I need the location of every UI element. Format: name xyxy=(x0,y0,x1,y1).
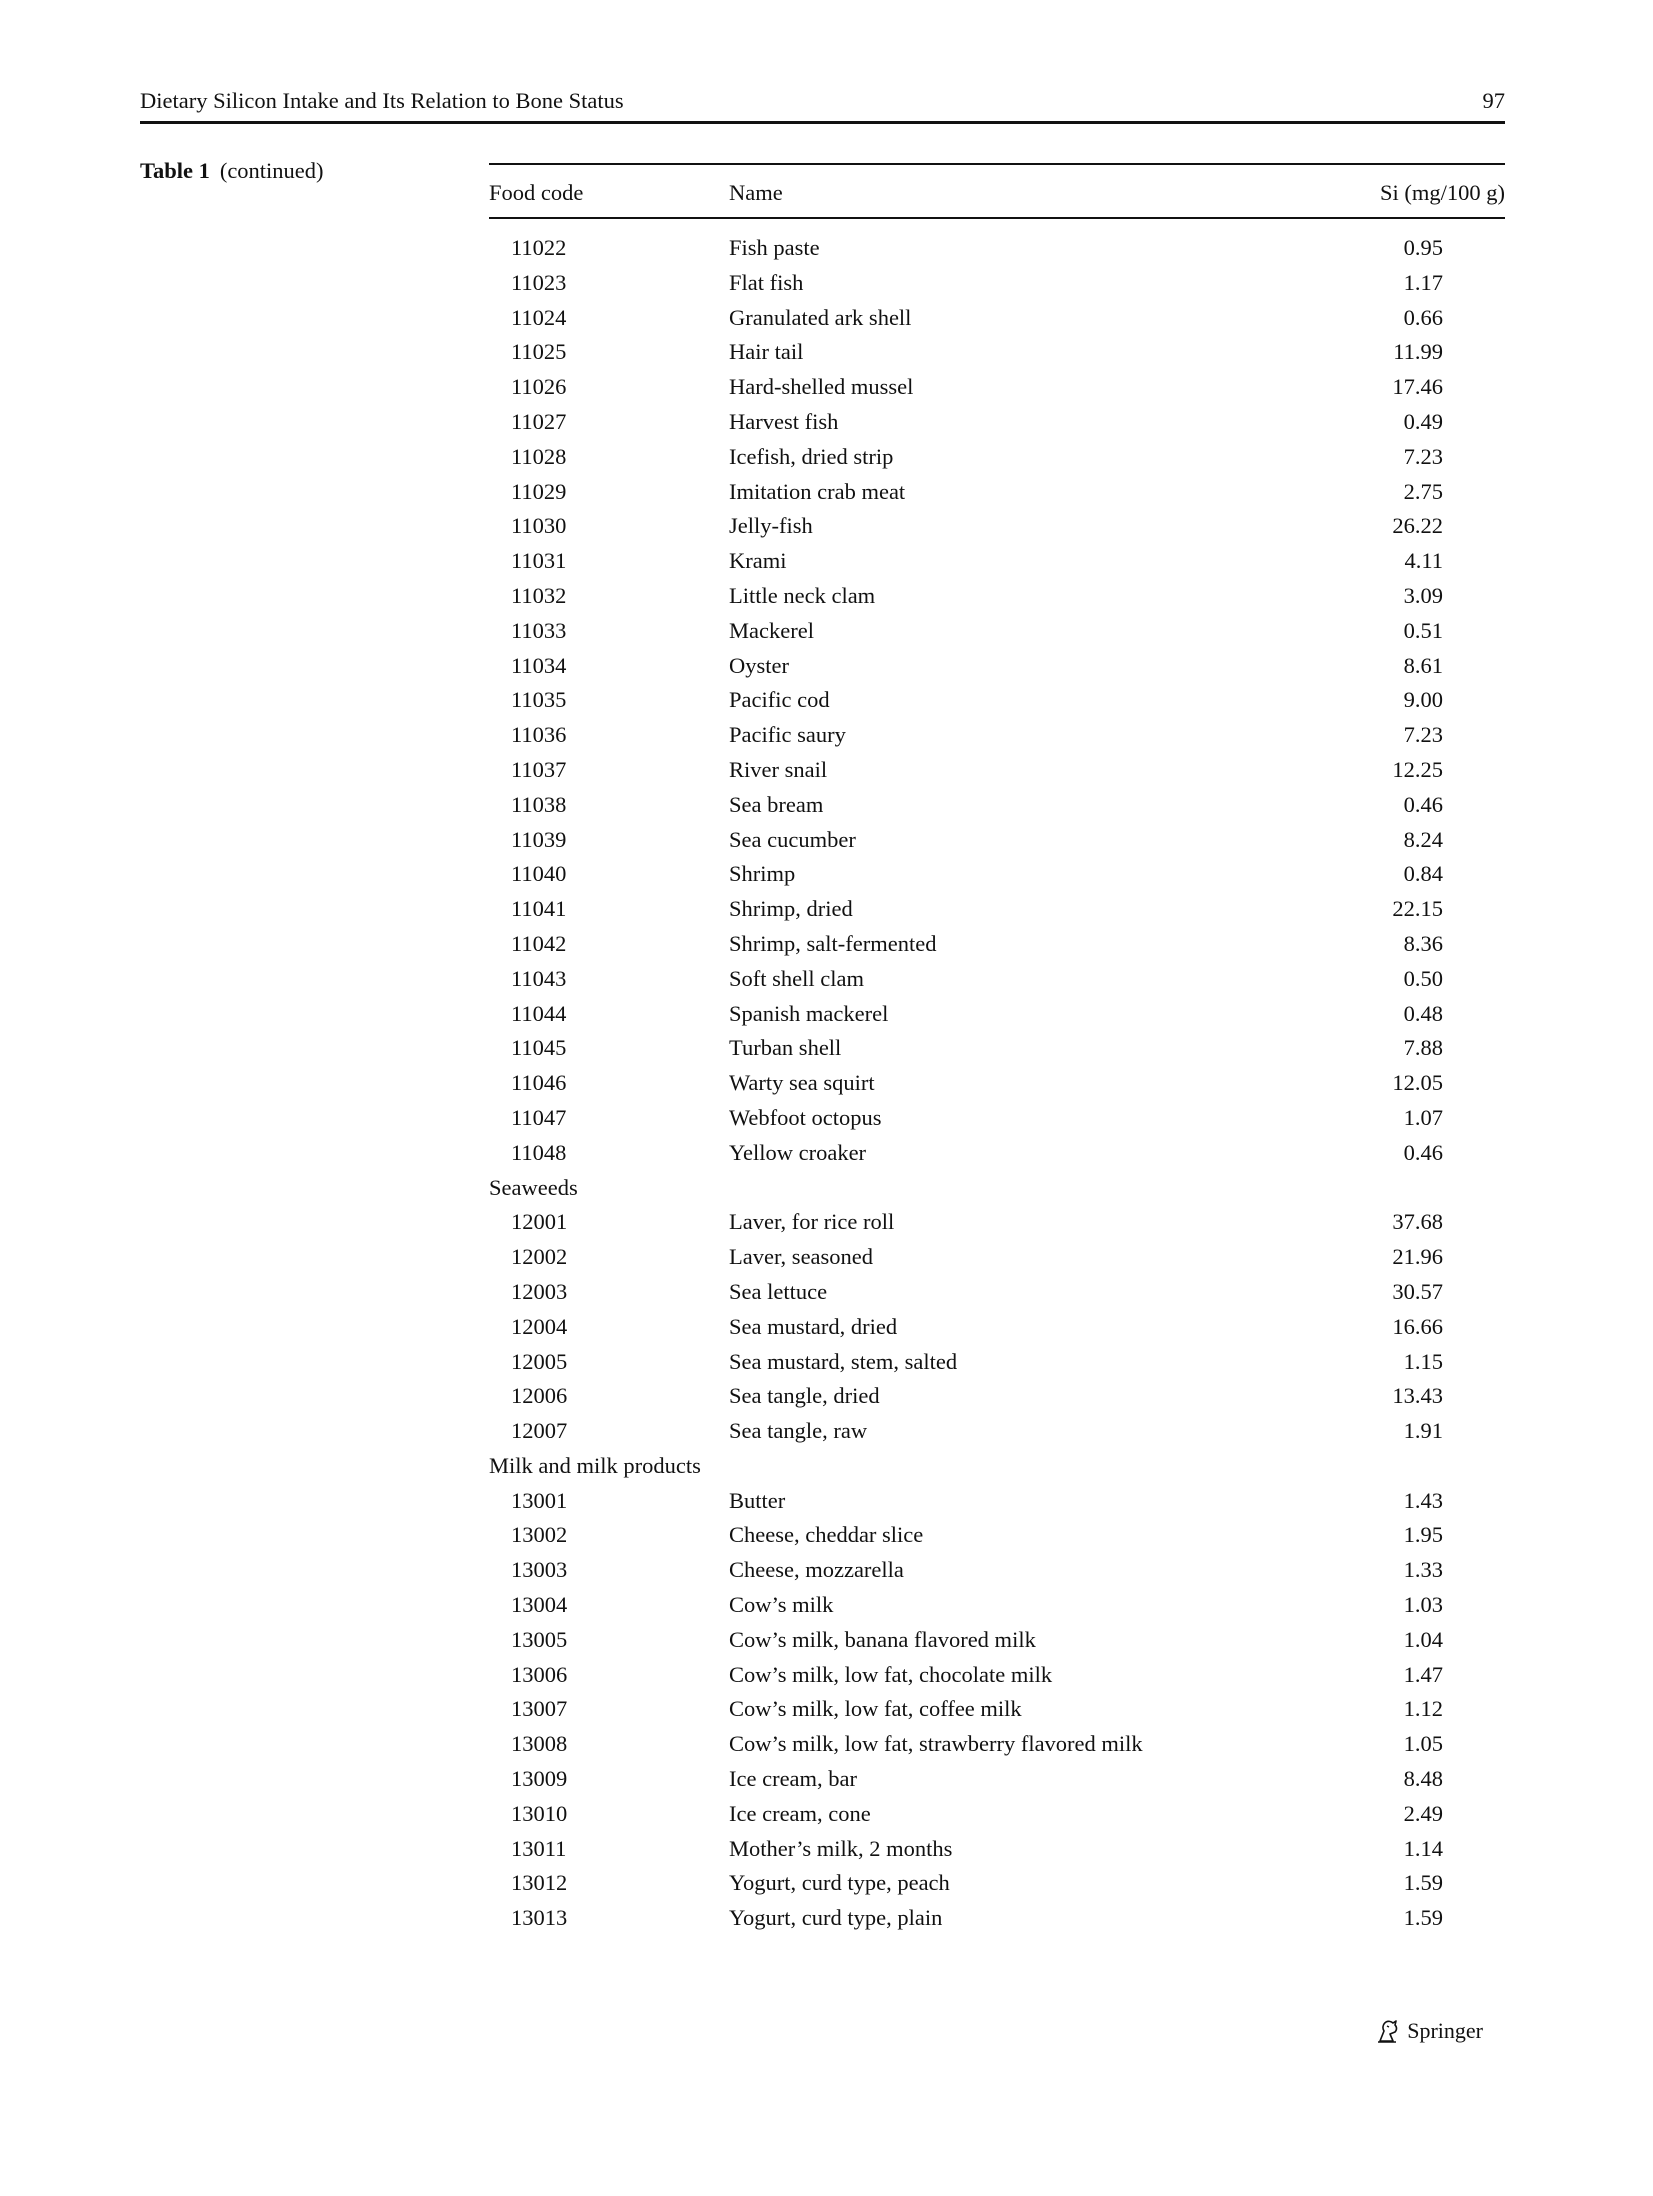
food-code-cell: 11025 xyxy=(511,339,567,365)
food-code-cell: 13006 xyxy=(511,1661,568,1687)
table-row xyxy=(489,1275,1505,1310)
food-code-cell: 11022 xyxy=(511,235,567,260)
table-row xyxy=(489,683,1505,718)
si-value-cell: 8.36 xyxy=(1403,930,1443,956)
food-code-cell: 11044 xyxy=(511,1000,567,1026)
si-value-cell: 17.46 xyxy=(1392,374,1443,400)
table-group-row xyxy=(489,1171,1505,1206)
table-caption xyxy=(140,156,324,186)
food-code-cell: 13008 xyxy=(511,1731,568,1757)
table-row xyxy=(489,335,1505,370)
publisher-name: Springer xyxy=(1407,2018,1483,2043)
food-name-cell: Laver, seasoned xyxy=(729,1244,874,1270)
food-code-cell: 11032 xyxy=(511,582,567,608)
food-name-cell: Ice cream, cone xyxy=(729,1800,871,1826)
food-code-cell: 11043 xyxy=(511,965,567,991)
si-value-cell: 9.00 xyxy=(1403,687,1443,713)
food-code-cell: 11033 xyxy=(511,617,567,643)
publisher-logo xyxy=(1375,2018,1483,2044)
table-row xyxy=(489,649,1505,684)
food-code-cell: 11029 xyxy=(511,478,567,504)
table-row xyxy=(489,1310,1505,1345)
food-name-cell: Hard-shelled mussel xyxy=(729,374,914,400)
food-name-cell: Jelly-fish xyxy=(729,513,813,539)
si-value-cell: 1.12 xyxy=(1403,1696,1443,1722)
food-name-cell: Flat fish xyxy=(729,269,804,295)
food-code-cell: 13012 xyxy=(511,1870,568,1896)
table-row xyxy=(489,823,1505,858)
table-row xyxy=(489,1727,1505,1762)
food-name-cell: Ice cream, bar xyxy=(729,1766,858,1792)
food-name-cell: Webfoot octopus xyxy=(729,1104,882,1130)
si-value-cell: 8.24 xyxy=(1403,826,1443,852)
si-value-cell: 1.59 xyxy=(1403,1870,1443,1896)
si-value-cell: 0.46 xyxy=(1403,791,1443,817)
table-row xyxy=(489,1066,1505,1101)
food-code-cell: 13001 xyxy=(511,1487,568,1513)
table-row xyxy=(489,718,1505,753)
food-name-cell: Cow’s milk, low fat, strawberry flavored milk xyxy=(729,1731,1143,1757)
si-value-cell: 21.96 xyxy=(1392,1244,1443,1270)
si-value-cell: 8.48 xyxy=(1403,1766,1443,1792)
food-name-cell: Cheese, cheddar slice xyxy=(729,1522,924,1548)
table-row xyxy=(489,927,1505,962)
table-row xyxy=(489,1379,1505,1414)
springer-horse-icon xyxy=(1375,2018,1401,2044)
table-row xyxy=(489,509,1505,544)
food-code-cell: 12004 xyxy=(511,1313,568,1339)
food-code-cell: 11030 xyxy=(511,513,567,539)
si-value-cell: 1.14 xyxy=(1403,1835,1443,1861)
food-code-cell: 12003 xyxy=(511,1278,568,1304)
food-code-cell: 11047 xyxy=(511,1104,567,1130)
table-group-row xyxy=(489,1449,1505,1484)
table-row xyxy=(489,1623,1505,1658)
food-code-cell: 12001 xyxy=(511,1209,568,1235)
running-title: Dietary Silicon Intake and Its Relation to Bone Status xyxy=(140,88,624,113)
table-row xyxy=(489,1136,1505,1171)
si-value-cell: 1.04 xyxy=(1403,1626,1443,1652)
si-value-cell: 26.22 xyxy=(1392,513,1443,539)
food-name-cell: River snail xyxy=(729,756,828,782)
table-continuation: (continued) xyxy=(219,158,324,183)
food-name-cell: Sea tangle, dried xyxy=(729,1383,880,1409)
si-value-cell: 0.46 xyxy=(1403,1139,1443,1165)
si-value-cell: 0.84 xyxy=(1403,861,1443,887)
si-value-cell: 0.49 xyxy=(1403,408,1443,434)
food-name-cell: Yellow croaker xyxy=(729,1139,867,1165)
header-rule xyxy=(140,121,1505,124)
food-name-cell: Oyster xyxy=(729,652,789,678)
si-value-cell: 8.61 xyxy=(1403,652,1443,678)
food-name-cell: Turban shell xyxy=(729,1035,842,1061)
food-name-cell: Shrimp, salt-fermented xyxy=(729,930,937,956)
table-row xyxy=(489,1901,1505,1936)
table-row xyxy=(489,1797,1505,1832)
table-row xyxy=(489,1484,1505,1519)
table-row xyxy=(489,475,1505,510)
group-label: Milk and milk products xyxy=(489,1452,701,1478)
food-code-cell: 11034 xyxy=(511,652,567,678)
si-value-cell: 1.59 xyxy=(1403,1905,1443,1931)
table-label: Table 1 xyxy=(140,158,210,183)
table-row xyxy=(489,892,1505,927)
food-code-cell: 11045 xyxy=(511,1035,567,1061)
food-name-cell: Mother’s milk, 2 months xyxy=(729,1835,953,1861)
si-value-cell: 1.17 xyxy=(1403,269,1443,295)
si-value-cell: 1.95 xyxy=(1403,1522,1443,1548)
food-name-cell: Krami xyxy=(729,548,787,574)
food-code-cell: 13004 xyxy=(511,1592,568,1618)
si-value-cell: 1.15 xyxy=(1403,1348,1443,1374)
table-row xyxy=(489,1692,1505,1727)
si-value-cell: 0.95 xyxy=(1403,235,1443,260)
table-header-row xyxy=(489,165,1505,217)
si-value-cell: 1.91 xyxy=(1403,1418,1443,1444)
food-name-cell: Little neck clam xyxy=(729,582,876,608)
si-value-cell: 1.47 xyxy=(1403,1661,1443,1687)
food-name-cell: Laver, for rice roll xyxy=(729,1209,895,1235)
food-code-cell: 11048 xyxy=(511,1139,567,1165)
food-name-cell: Imitation crab meat xyxy=(729,478,906,504)
food-code-cell: 13010 xyxy=(511,1800,568,1826)
food-code-cell: 11038 xyxy=(511,791,567,817)
food-code-cell: 12005 xyxy=(511,1348,568,1374)
food-name-cell: Sea bream xyxy=(729,791,824,817)
food-code-cell: 13013 xyxy=(511,1905,568,1931)
si-value-cell: 30.57 xyxy=(1392,1278,1443,1304)
food-name-cell: Soft shell clam xyxy=(729,965,864,991)
food-name-cell: Yogurt, curd type, plain xyxy=(729,1905,943,1931)
column-header-si: Si (mg/100 g) xyxy=(1379,180,1505,205)
table-row xyxy=(489,440,1505,475)
food-name-cell: Warty sea squirt xyxy=(729,1070,875,1096)
si-value-cell: 4.11 xyxy=(1404,548,1443,574)
table-row xyxy=(489,1345,1505,1380)
food-code-cell: 11035 xyxy=(511,687,567,713)
table-row xyxy=(489,405,1505,440)
food-name-cell: Sea mustard, stem, salted xyxy=(729,1348,958,1374)
si-value-cell: 1.05 xyxy=(1403,1731,1443,1757)
table-row xyxy=(489,997,1505,1032)
si-value-cell: 0.50 xyxy=(1403,965,1443,991)
food-name-cell: Granulated ark shell xyxy=(729,304,912,330)
si-value-cell: 1.33 xyxy=(1403,1557,1443,1583)
food-code-cell: 13011 xyxy=(511,1835,567,1861)
si-value-cell: 1.07 xyxy=(1403,1104,1443,1130)
food-name-cell: Cow’s milk, banana flavored milk xyxy=(729,1626,1036,1652)
table-row xyxy=(489,1832,1505,1867)
food-name-cell: Fish paste xyxy=(729,235,820,260)
table-row xyxy=(489,579,1505,614)
food-name-cell: Yogurt, curd type, peach xyxy=(729,1870,950,1896)
food-code-cell: 11036 xyxy=(511,722,567,748)
food-name-cell: Cow’s milk, low fat, chocolate milk xyxy=(729,1661,1053,1687)
food-code-cell: 11026 xyxy=(511,374,567,400)
si-value-cell: 7.88 xyxy=(1403,1035,1443,1061)
food-name-cell: Harvest fish xyxy=(729,408,839,434)
food-code-cell: 11027 xyxy=(511,408,567,434)
si-value-cell: 22.15 xyxy=(1392,896,1443,922)
food-code-cell: 11023 xyxy=(511,269,567,295)
table-row xyxy=(489,1762,1505,1797)
si-value-cell: 16.66 xyxy=(1392,1313,1443,1339)
food-name-cell: Hair tail xyxy=(729,339,804,365)
food-name-cell: Sea lettuce xyxy=(729,1278,828,1304)
group-label: Seaweeds xyxy=(489,1174,578,1200)
si-value-cell: 13.43 xyxy=(1392,1383,1443,1409)
food-code-cell: 11040 xyxy=(511,861,567,887)
food-name-cell: Cow’s milk, low fat, coffee milk xyxy=(729,1696,1022,1722)
table-row xyxy=(489,1518,1505,1553)
food-name-cell: Butter xyxy=(729,1487,786,1513)
food-name-cell: Sea mustard, dried xyxy=(729,1313,898,1339)
si-value-cell: 11.99 xyxy=(1393,339,1443,365)
si-value-cell: 3.09 xyxy=(1403,582,1443,608)
food-name-cell: Icefish, dried strip xyxy=(729,443,894,469)
table-row xyxy=(489,1205,1505,1240)
food-code-cell: 11039 xyxy=(511,826,567,852)
table-row xyxy=(489,857,1505,892)
table-row xyxy=(489,1553,1505,1588)
food-name-cell: Cow’s milk xyxy=(729,1592,834,1618)
si-value-cell: 0.48 xyxy=(1403,1000,1443,1026)
si-value-cell: 1.43 xyxy=(1403,1487,1443,1513)
si-value-cell: 2.75 xyxy=(1403,478,1443,504)
column-header-name: Name xyxy=(729,180,783,205)
table-row xyxy=(489,301,1505,336)
table-row xyxy=(489,370,1505,405)
food-name-cell: Sea cucumber xyxy=(729,826,856,852)
food-name-cell: Shrimp xyxy=(729,861,796,887)
si-value-cell: 7.23 xyxy=(1403,443,1443,469)
food-code-cell: 13005 xyxy=(511,1626,568,1652)
si-value-cell: 7.23 xyxy=(1403,722,1443,748)
food-name-cell: Spanish mackerel xyxy=(729,1000,889,1026)
food-name-cell: Mackerel xyxy=(729,617,814,643)
table-row xyxy=(489,1101,1505,1136)
food-code-cell: 11041 xyxy=(511,896,567,922)
food-code-cell: 13009 xyxy=(511,1766,568,1792)
table-row xyxy=(489,1240,1505,1275)
food-code-cell: 13003 xyxy=(511,1557,568,1583)
table-row xyxy=(489,753,1505,788)
table-row xyxy=(489,1658,1505,1693)
food-code-cell: 12006 xyxy=(511,1383,568,1409)
table-row xyxy=(489,544,1505,579)
food-code-cell: 11024 xyxy=(511,304,567,330)
si-value-cell: 1.03 xyxy=(1403,1592,1443,1618)
table-row xyxy=(489,614,1505,649)
food-name-cell: Sea tangle, raw xyxy=(729,1418,868,1444)
food-code-cell: 12002 xyxy=(511,1244,568,1270)
food-name-cell: Pacific saury xyxy=(729,722,846,748)
si-value-cell: 12.05 xyxy=(1392,1070,1443,1096)
food-code-cell: 12007 xyxy=(511,1418,568,1444)
si-value-cell: 37.68 xyxy=(1392,1209,1443,1235)
table-row xyxy=(489,266,1505,301)
page-number: 97 xyxy=(1482,88,1505,113)
table-row xyxy=(489,1588,1505,1623)
table-row xyxy=(489,1414,1505,1449)
table-row xyxy=(489,1031,1505,1066)
food-code-cell: 11037 xyxy=(511,756,567,782)
si-value-cell: 0.51 xyxy=(1403,617,1443,643)
food-code-cell: 11042 xyxy=(511,930,567,956)
data-table xyxy=(489,163,1505,1936)
food-code-cell: 11028 xyxy=(511,443,567,469)
si-value-cell: 2.49 xyxy=(1403,1800,1443,1826)
table-row xyxy=(489,231,1505,266)
table-body xyxy=(489,219,1505,1936)
food-code-cell: 11031 xyxy=(511,548,567,574)
food-name-cell: Pacific cod xyxy=(729,687,830,713)
food-code-cell: 13002 xyxy=(511,1522,568,1548)
table-row xyxy=(489,788,1505,823)
column-header-food-code: Food code xyxy=(489,180,584,205)
food-code-cell: 11046 xyxy=(511,1070,567,1096)
food-name-cell: Shrimp, dried xyxy=(729,896,853,922)
food-code-cell: 13007 xyxy=(511,1696,568,1722)
food-name-cell: Cheese, mozzarella xyxy=(729,1557,904,1583)
si-value-cell: 0.66 xyxy=(1403,304,1443,330)
table-row xyxy=(489,962,1505,997)
table-row xyxy=(489,1866,1505,1901)
si-value-cell: 12.25 xyxy=(1392,756,1443,782)
